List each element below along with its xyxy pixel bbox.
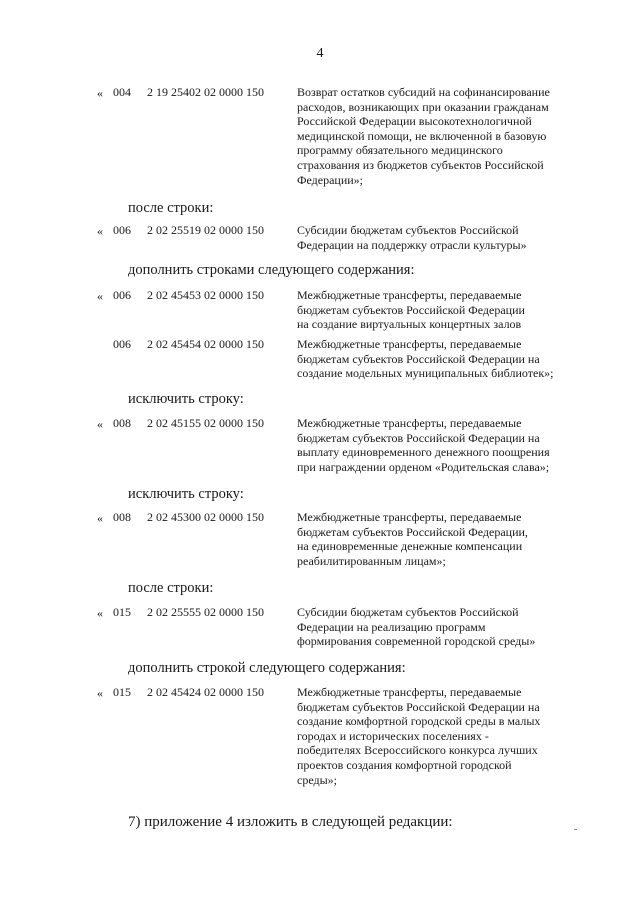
budget-code: 2 02 45453 02 0000 150	[147, 288, 264, 302]
scan-mark	[574, 829, 577, 830]
description-line: бюджетам субъектов Российской Федерации,	[297, 524, 528, 539]
budget-code: 2 19 25402 02 0000 150	[147, 85, 264, 99]
budget-code: 2 02 45454 02 0000 150	[147, 337, 264, 351]
description-line: создание модельных муниципальных библиотек»;	[297, 366, 554, 381]
description-line: городах и исторических поселениях -	[297, 728, 489, 743]
description-line: Возврат остатков субсидий на софинансирование	[297, 85, 550, 99]
description-line: выплату единовременного денежного поощрения	[297, 445, 550, 460]
final-instruction: 7) приложение 4 изложить в следующей редакции:	[128, 814, 453, 830]
admin-code: 008	[113, 510, 131, 524]
entry-description	[297, 337, 597, 381]
entry-description	[297, 85, 597, 187]
description-line: формирования современной городской среды»	[297, 634, 536, 649]
admin-code: 015	[113, 605, 131, 619]
description-line: Межбюджетные трансферты, передаваемые	[297, 337, 522, 351]
opening-quote: «	[97, 606, 103, 620]
instruction-heading: дополнить строкой следующего содержания:	[128, 660, 406, 676]
admin-code: 006	[113, 223, 131, 237]
description-line: бюджетам субъектов Российской Федерации на	[297, 430, 540, 445]
budget-code: 2 02 45300 02 0000 150	[147, 510, 264, 524]
entry-description	[297, 223, 597, 252]
description-line: на единовременные денежные компенсации	[297, 539, 523, 554]
admin-code: 006	[113, 337, 131, 351]
opening-quote: «	[97, 289, 103, 303]
description-line: при награждении орденом «Родительская слава»;	[297, 459, 550, 474]
description-line: Федерации на реализацию программ	[297, 619, 486, 634]
opening-quote: «	[97, 511, 103, 525]
budget-code: 2 02 45424 02 0000 150	[147, 685, 264, 699]
description-line: Субсидии бюджетам субъектов Российской	[297, 605, 519, 619]
description-line: среды»;	[297, 772, 337, 787]
description-line: победителях Всероссийского конкурса лучших	[297, 743, 538, 758]
budget-code: 2 02 45155 02 0000 150	[147, 416, 264, 430]
description-line: Субсидии бюджетам субъектов Российской	[297, 223, 519, 237]
description-line: Федерации на поддержку отрасли культуры»	[297, 237, 527, 252]
description-line: Федерации»;	[297, 172, 364, 187]
description-line: Межбюджетные трансферты, передаваемые	[297, 685, 522, 699]
entry-description	[297, 510, 597, 568]
admin-code: 008	[113, 416, 131, 430]
description-line: Межбюджетные трансферты, передаваемые	[297, 510, 522, 524]
entry-description	[297, 685, 597, 787]
entry-description	[297, 288, 597, 332]
description-line: Российской Федерации высокотехнологичной	[297, 114, 532, 129]
description-line: создание комфортной городской среды в малых	[297, 714, 541, 729]
description-line: бюджетам субъектов Российской Федерации	[297, 302, 525, 317]
admin-code: 006	[113, 288, 131, 302]
description-line: Межбюджетные трансферты, передаваемые	[297, 416, 522, 430]
description-line: медицинской помощи, не включенной в базовую	[297, 128, 547, 143]
instruction-heading: исключить строку:	[128, 486, 244, 502]
description-line: реабилитированным лицам»;	[297, 553, 446, 568]
description-line: проектов создания комфортной городской	[297, 757, 512, 772]
opening-quote: «	[97, 86, 103, 100]
opening-quote: «	[97, 417, 103, 431]
instruction-heading: дополнить строками следующего содержания:	[128, 262, 415, 278]
description-line: Межбюджетные трансферты, передаваемые	[297, 288, 522, 302]
page-number: 4	[316, 46, 324, 61]
entry-description	[297, 416, 597, 474]
admin-code: 015	[113, 685, 131, 699]
instruction-heading: исключить строку:	[128, 391, 244, 407]
budget-code: 2 02 25519 02 0000 150	[147, 223, 264, 237]
instruction-heading: после строки:	[128, 200, 214, 216]
description-line: бюджетам субъектов Российской Федерации на	[297, 699, 540, 714]
budget-code: 2 02 25555 02 0000 150	[147, 605, 264, 619]
opening-quote: «	[97, 686, 103, 700]
entry-description	[297, 605, 597, 649]
description-line: расходов, возникающих при оказании гражданам	[297, 99, 549, 114]
instruction-heading: после строки:	[128, 580, 214, 596]
admin-code: 004	[113, 85, 131, 99]
opening-quote: «	[97, 224, 103, 238]
description-line: бюджетам субъектов Российской Федерации на	[297, 351, 540, 366]
description-line: программу обязательного медицинского	[297, 143, 503, 158]
description-line: на создание виртуальных концертных залов	[297, 317, 522, 332]
description-line: страхования из бюджетов субъектов Российской	[297, 157, 544, 172]
